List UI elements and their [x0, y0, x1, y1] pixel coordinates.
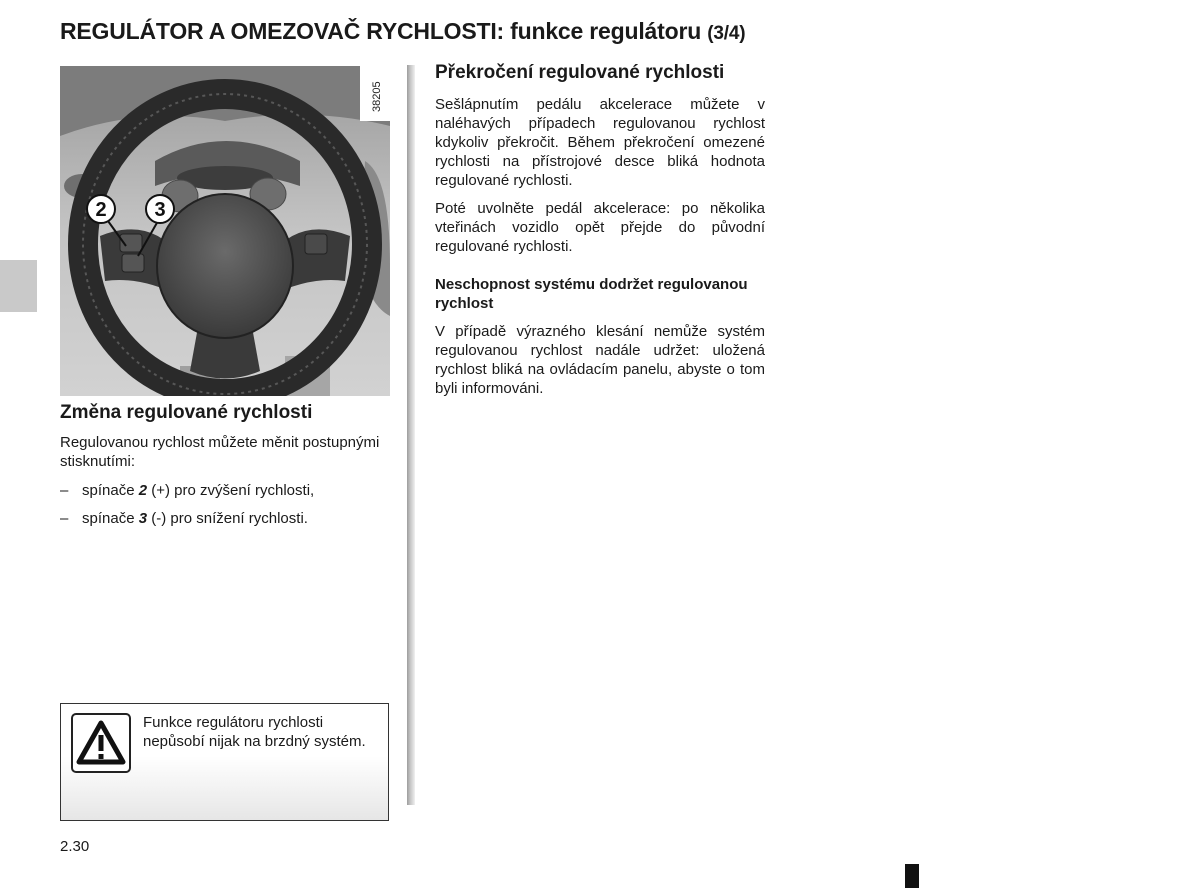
switch-minus: [122, 254, 144, 272]
callout-3-label: 3: [154, 199, 166, 221]
subheading-system-failure: Neschopnost systému dodržet regulovanou rychlost: [435, 276, 748, 312]
page-title: [60, 18, 1060, 45]
list-item: [60, 481, 390, 500]
paragraph-exceed-speed: Sešlápnutím pedálu akcelerace můžete v naléhavých případech regulovanou rychlost kdykoliv překročit. Během překročení omezené rychlosti na přístrojové desce bliká hodnota regulované rychlosti.: [435, 96, 765, 189]
list-item-text-before: spínače: [82, 482, 139, 499]
list-dash: –: [60, 510, 69, 527]
figure-ref-number: 38205: [371, 81, 383, 112]
paragraph-system-failure: V případě výrazného klesání nemůže systém regulovanou rychlost nadále udržet: uložená rychlost bliká na ovládacím panelu, abyste o tom byli informováni.: [435, 323, 765, 397]
warning-triangle-drawing: [73, 715, 129, 771]
steering-wheel-illustration: [60, 66, 390, 396]
page-title-main: REGULÁTOR A OMEZOVAČ RYCHLOSTI: funkce regulátoru: [60, 18, 702, 44]
list-item-text-before: spínače: [82, 510, 139, 527]
callout-2-label: 2: [95, 199, 107, 221]
chapter-side-tab: [0, 260, 37, 312]
section-heading-change-speed: Změna regulované rychlosti: [60, 402, 313, 423]
list-item-text-after: (+) pro zvýšení rychlosti,: [147, 482, 315, 499]
page-title-suffix: (3/4): [707, 23, 746, 44]
warning-triangle-icon: [71, 713, 131, 773]
list-dash: –: [60, 482, 69, 499]
warning-exclamation-bar: [99, 735, 104, 751]
page-number: 2.30: [60, 838, 90, 855]
list-item-switch-number: 2: [138, 482, 148, 499]
page-corner-mark: [905, 864, 919, 888]
warning-box: [60, 703, 389, 821]
right-spoke-switch: [305, 234, 327, 254]
steering-wheel-drawing: [60, 66, 390, 396]
warning-text: Funkce regulátoru rychlosti nepůsobí nijak na brzdný systém.: [143, 714, 366, 750]
list-item-switch-number: 3: [138, 510, 148, 527]
warning-exclamation-dot: [99, 754, 104, 759]
section-heading-exceed-speed: Překročení regulované rychlosti: [435, 62, 725, 83]
section-intro-change-speed: Regulovanou rychlost můžete měnit postupnými stisknutími:: [60, 434, 380, 470]
paragraph-release-pedal: Poté uvolněte pedál akcelerace: po několika vteřinách vozidlo opět přejde do původní regulované rychlosti.: [435, 200, 765, 255]
list-item-text-after: (-) pro snížení rychlosti.: [147, 510, 308, 527]
list-item: [60, 509, 390, 528]
column-divider: [407, 65, 415, 805]
